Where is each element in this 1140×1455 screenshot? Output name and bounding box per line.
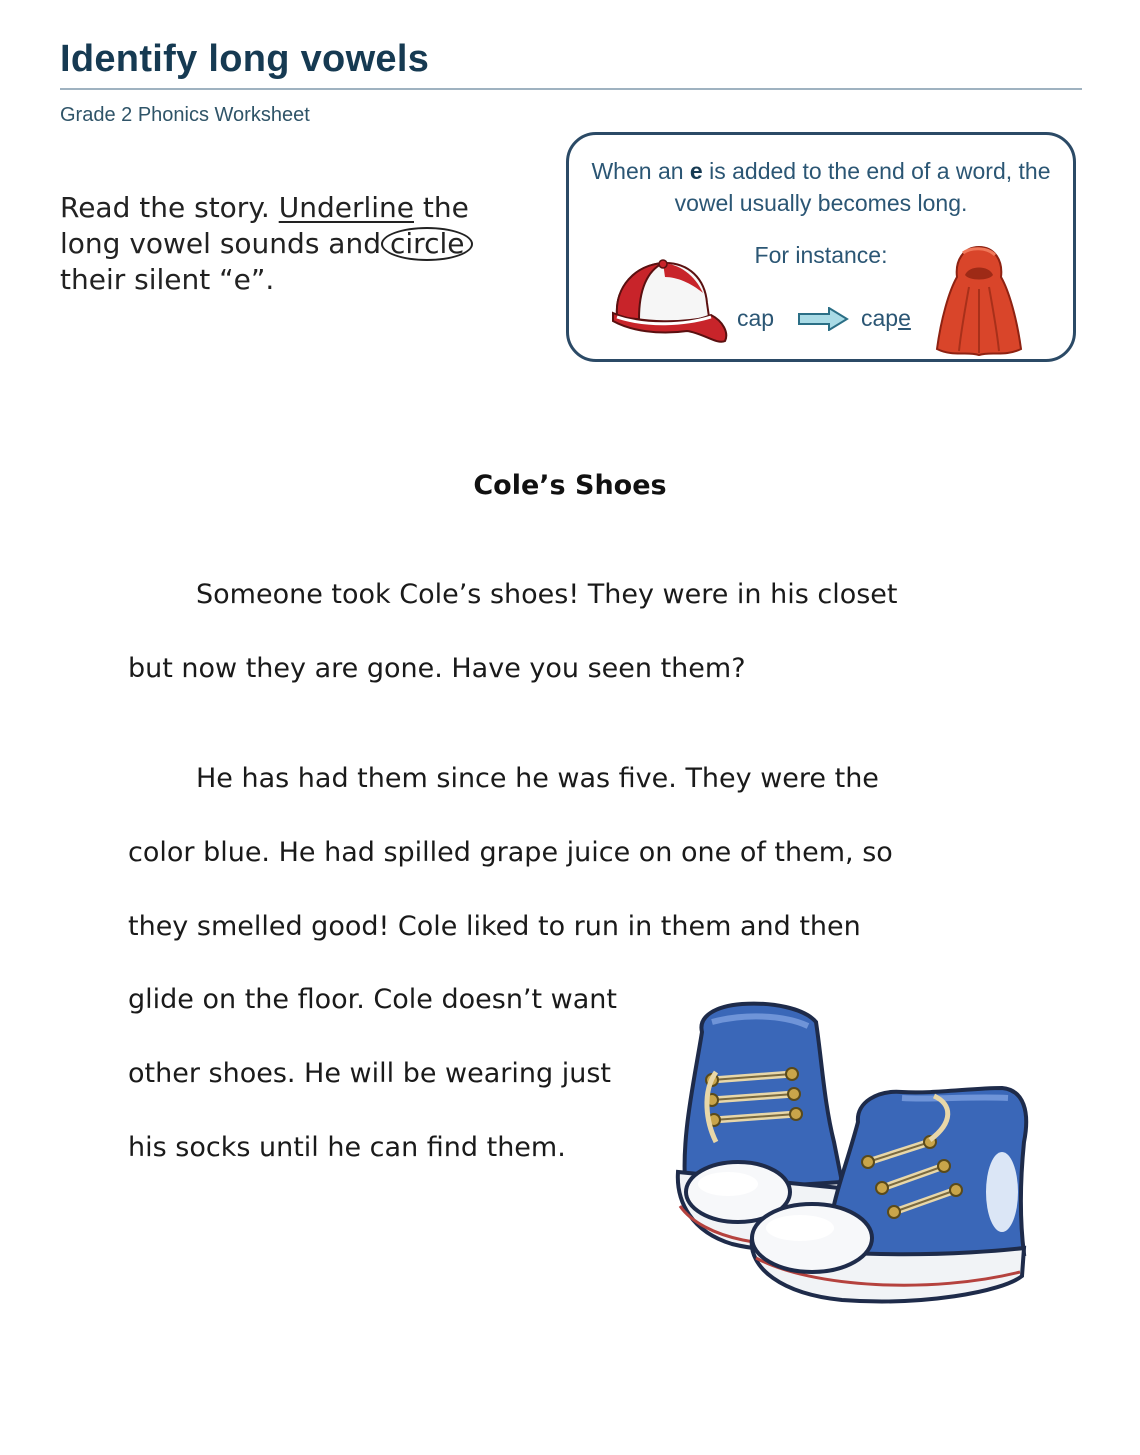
title-divider — [60, 88, 1082, 90]
instructions-underline-word: Underline — [278, 191, 414, 224]
story-line: Someone took Cole’s shoes! They were in his closet — [196, 579, 898, 610]
instructions-circle-word: circle — [381, 227, 473, 261]
cap-icon — [607, 253, 731, 349]
story-line: other shoes. He will be wearing just — [128, 1058, 611, 1089]
instructions-text-3: their silent “e”. — [60, 263, 275, 296]
story-line: glide on the floor. Cole doesn’t want — [128, 984, 618, 1015]
blue-sneakers-icon — [672, 992, 1032, 1312]
rule-text — [569, 155, 1073, 219]
story-line: He has had them since he was five. They were the — [196, 763, 879, 794]
instructions — [60, 190, 530, 298]
example-word-cape — [861, 305, 911, 332]
rule-text-after: is added to the end of a word, the vowel usually becomes long. — [674, 158, 1051, 216]
page-title: Identify long vowels — [60, 38, 430, 80]
story-title: Cole’s Shoes — [473, 470, 667, 501]
story-line: his socks until he can find them. — [128, 1132, 566, 1163]
story-line: they smelled good! Cole liked to run in them and then — [128, 911, 861, 942]
example-word-cape-stem: cap — [861, 305, 899, 331]
story-line: but now they are gone. Have you seen them? — [128, 653, 746, 684]
arrow-icon — [797, 307, 849, 331]
instructions-text-1: Read the story. — [60, 191, 279, 224]
cape-icon — [935, 243, 1023, 359]
example-label: For instance: — [754, 242, 888, 268]
story-paragraph-1 — [128, 558, 988, 706]
page-subtitle: Grade 2 Phonics Worksheet — [60, 104, 310, 126]
story-line: color blue. He had spilled grape juice on one of them, so — [128, 837, 893, 868]
instructions-text-2: the long vowel sounds and — [60, 191, 469, 260]
example-silent-e: e — [898, 305, 911, 331]
rule-letter-e: e — [689, 158, 703, 184]
rule-box — [566, 132, 1076, 362]
example-word-cap: cap — [737, 305, 775, 331]
rule-text-before: When an — [591, 158, 690, 184]
story-paragraph-2 — [128, 742, 988, 964]
